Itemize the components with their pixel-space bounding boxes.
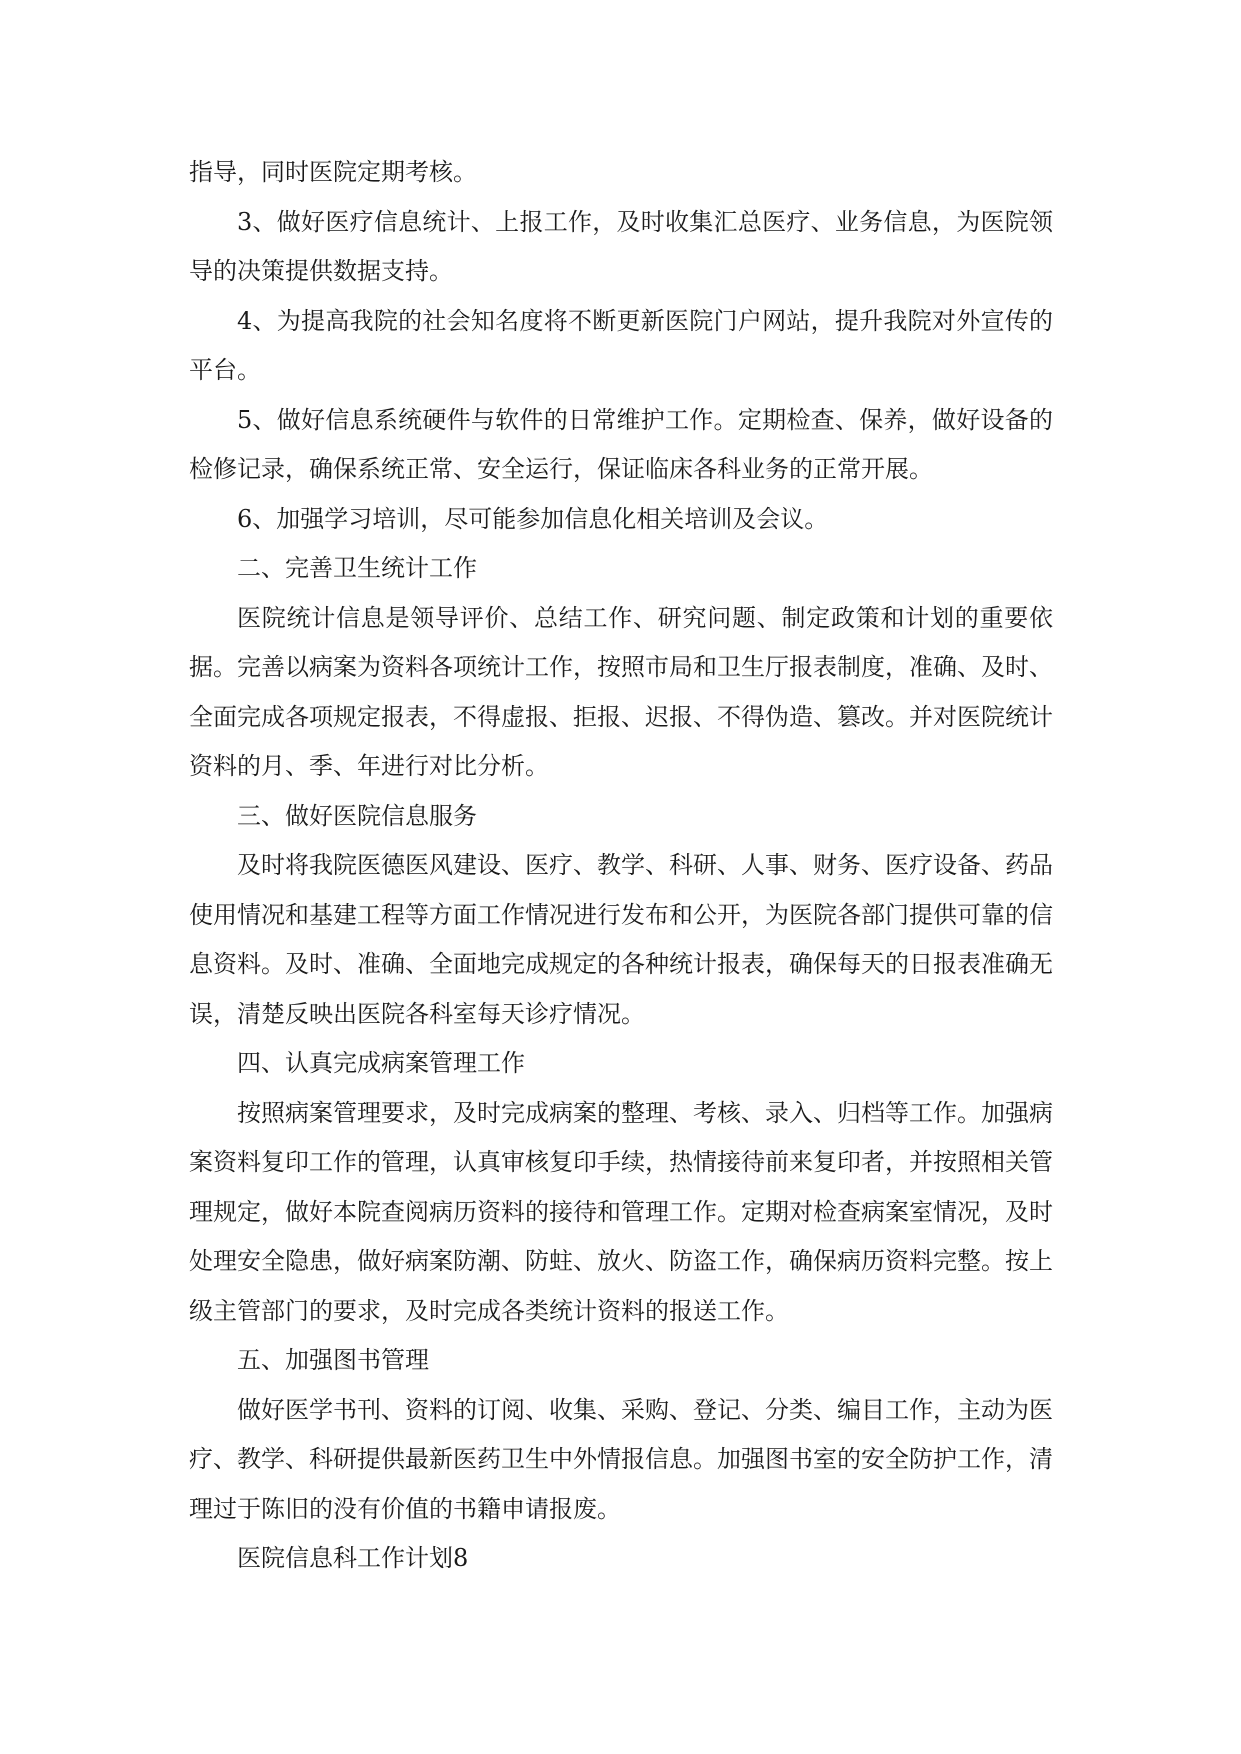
paragraph-item-6: 6、加强学习培训，尽可能参加信息化相关培训及会议。: [237, 504, 829, 533]
paragraph-item-5: 5、做好信息系统硬件与软件的日常维护工作。定期检查、保养，做好设备的检修记录，确保系统正常、安全运行，保证临床各科业务的正常开展。: [189, 405, 1053, 483]
section-heading-2: 二、完善卫生统计工作: [237, 554, 477, 582]
section-body-3: 及时将我院医德医风建设、医疗、教学、科研、人事、财务、医疗设备、药品使用情况和基建工程等方面工作情况进行发布和公开，为医院各部门提供可靠的信息资料。及时、准确、全面地完成规定的各种统计报表，确保每天的日报表准确无误，清楚反映出医院各科室每天诊疗情况。: [189, 851, 1053, 1028]
paragraph-continuation: 指导，同时医院定期考核。: [189, 158, 477, 186]
section-body-2: 医院统计信息是领导评价、总结工作、研究问题、制定政策和计划的重要依据。完善以病案为资料各项统计工作，按照市局和卫生厅报表制度，准确、及时、全面完成各项规定报表，不得虚报、拒报、迟报、不得伪造、篡改。并对医院统计资料的月、季、年进行对比分析。: [189, 603, 1053, 780]
section-heading-5: 五、加强图书管理: [237, 1346, 429, 1374]
document-body: [189, 148, 1053, 1584]
section-heading-4: 四、认真完成病案管理工作: [237, 1049, 525, 1077]
paragraph-item-4: 4、为提高我院的社会知名度将不断更新医院门户网站，提升我院对外宣传的平台。: [189, 306, 1053, 384]
document-section-title: 医院信息科工作计划8: [237, 1544, 469, 1572]
section-heading-3: 三、做好医院信息服务: [237, 801, 477, 830]
section-body-5: 做好医学书刊、资料的订阅、收集、采购、登记、分类、编目工作，主动为医疗、教学、科研提供最新医药卫生中外情报信息。加强图书室的安全防护工作，清理过于陈旧的没有价值的书籍申请报废。: [189, 1395, 1053, 1523]
section-body-4: 按照病案管理要求，及时完成病案的整理、考核、录入、归档等工作。加强病案资料复印工作的管理，认真审核复印手续，热情接待前来复印者，并按照相关管理规定，做好本院查阅病历资料的接待和管理工作。定期对检查病案室情况，及时处理安全隐患，做好病案防潮、防蛀、放火、防盗工作，确保病历资料完整。按上级主管部门的要求，及时完成各类统计资料的报送工作。: [189, 1098, 1053, 1325]
paragraph-item-3: 3、做好医疗信息统计、上报工作，及时收集汇总医疗、业务信息，为医院领导的决策提供数据支持。: [189, 207, 1053, 285]
